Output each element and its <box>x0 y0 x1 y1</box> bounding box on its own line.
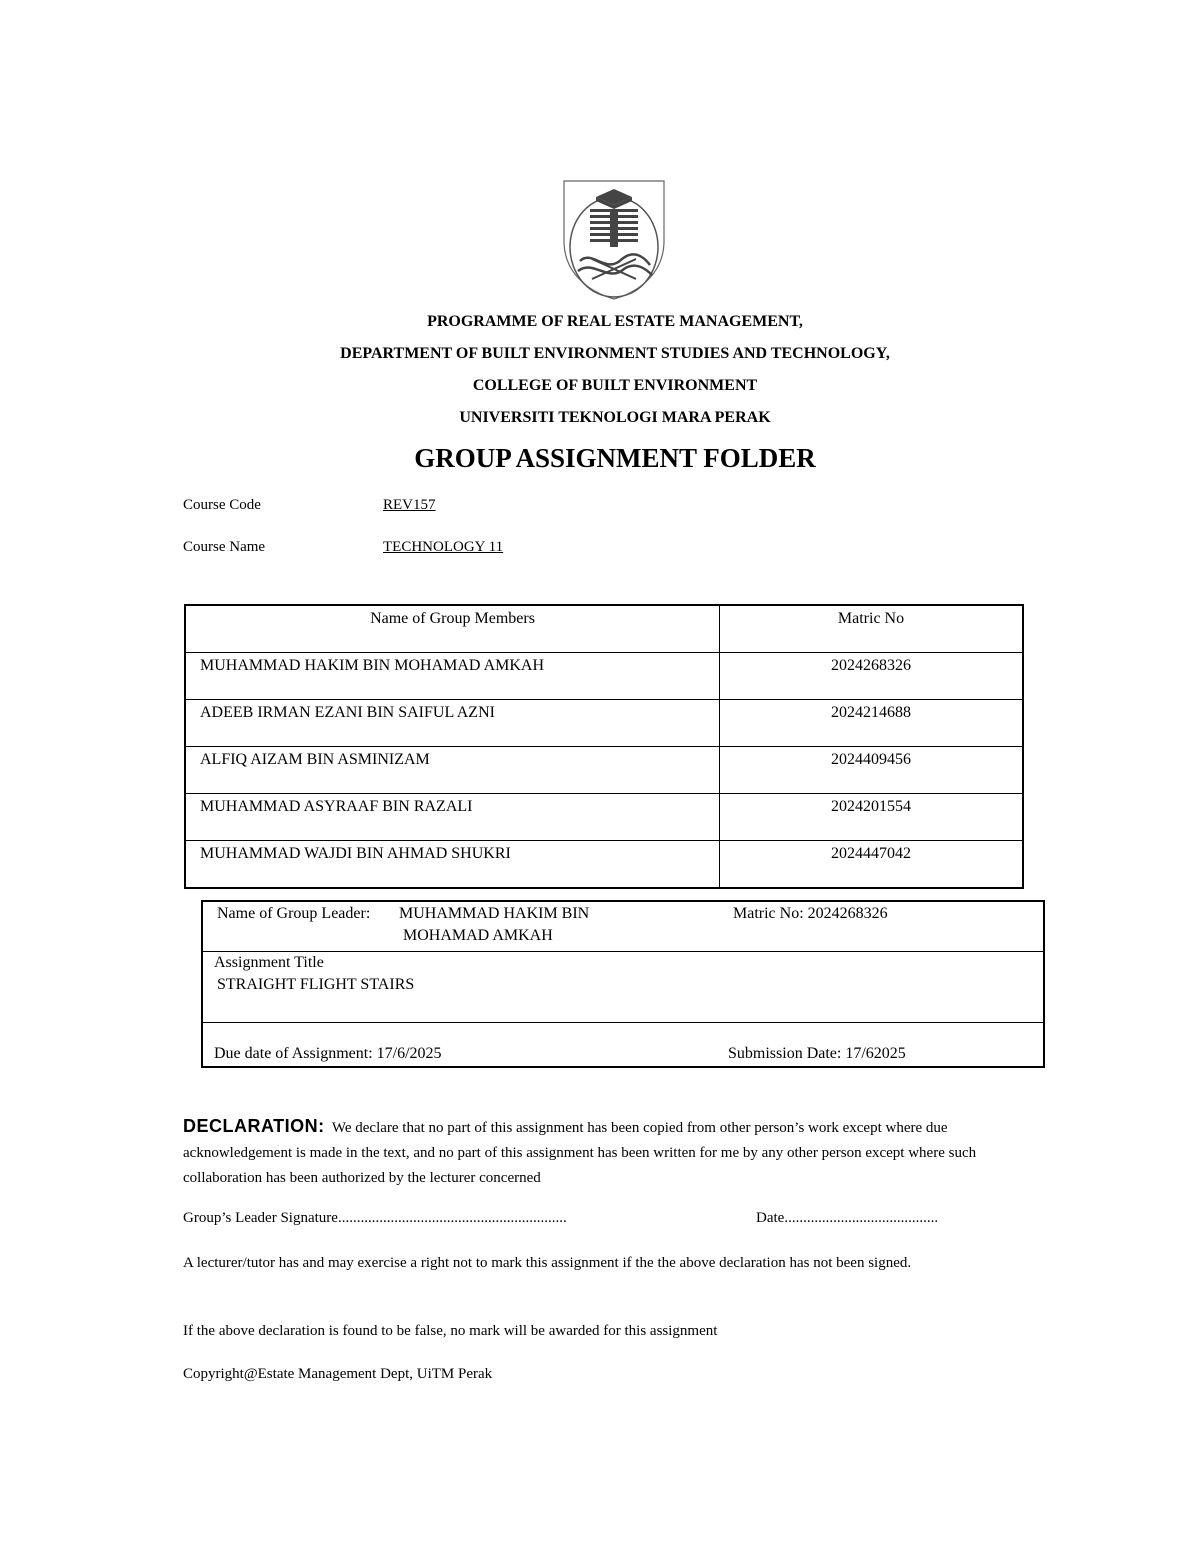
member-name: MUHAMMAD WAJDI BIN AHMAD SHUKRI <box>185 841 720 889</box>
declaration-text: We declare that no part of this assignment has been copied from other person’s work except where due acknowledgement is made in the text, and no part of this assignment has been written for me by any other person except where such collaboration has been authorized by the lecturer concerned <box>183 1120 977 1186</box>
declaration-heading: DECLARATION: <box>183 1116 325 1136</box>
course-code-value: REV157 <box>383 497 436 513</box>
table-row <box>185 747 1023 794</box>
leader-matric: Matric No: 2024268326 <box>733 905 888 922</box>
group-leader-box <box>201 900 1045 1068</box>
course-name-value: TECHNOLOGY 11 <box>383 539 504 555</box>
assignment-title-label: Assignment Title <box>214 954 324 971</box>
university-logo <box>562 179 666 301</box>
declaration-paragraph <box>183 1114 1053 1191</box>
leader-name-line1: MUHAMMAD HAKIM BIN <box>399 905 590 922</box>
page-title: GROUP ASSIGNMENT FOLDER <box>414 443 816 473</box>
member-name: ADEEB IRMAN EZANI BIN SAIFUL AZNI <box>185 700 720 747</box>
column-header-name: Name of Group Members <box>185 605 720 653</box>
table-header-row <box>185 605 1023 653</box>
member-name: MUHAMMAD HAKIM BIN MOHAMAD AMKAH <box>185 653 720 700</box>
due-date: Due date of Assignment: 17/6/2025 <box>214 1045 442 1062</box>
department-heading: DEPARTMENT OF BUILT ENVIRONMENT STUDIES AND TECHNOLOGY, <box>340 345 890 362</box>
copyright-text: Copyright@Estate Management Dept, UiTM Perak <box>183 1366 493 1382</box>
table-row <box>185 794 1023 841</box>
member-matric: 2024201554 <box>720 794 1024 841</box>
leader-name-line2: MOHAMAD AMKAH <box>403 927 553 944</box>
member-matric: 2024214688 <box>720 700 1024 747</box>
false-declaration-note: If the above declaration is found to be false, no mark will be awarded for this assignment <box>183 1323 718 1339</box>
programme-heading: PROGRAMME OF REAL ESTATE MANAGEMENT, <box>427 313 803 330</box>
course-name-label: Course Name <box>183 539 266 555</box>
table-row <box>185 841 1023 889</box>
member-name: MUHAMMAD ASYRAAF BIN RAZALI <box>185 794 720 841</box>
member-matric: 2024409456 <box>720 747 1024 794</box>
member-matric: 2024447042 <box>720 841 1024 889</box>
group-members-table <box>184 604 1024 889</box>
table-row <box>185 653 1023 700</box>
assignment-title-row <box>203 952 1043 1023</box>
leader-name-label: Name of Group Leader: <box>217 905 371 922</box>
marking-note: A lecturer/tutor has and may exercise a right not to mark this assignment if the the above declaration has not been signed. <box>183 1255 912 1271</box>
member-name: ALFIQ AIZAM BIN ASMINIZAM <box>185 747 720 794</box>
member-matric: 2024268326 <box>720 653 1024 700</box>
submission-date: Submission Date: 17/62025 <box>728 1045 906 1062</box>
university-heading: UNIVERSITI TEKNOLOGI MARA PERAK <box>459 409 771 426</box>
column-header-matric: Matric No <box>720 605 1024 653</box>
leader-row <box>203 902 1043 952</box>
assignment-title-value: STRAIGHT FLIGHT STAIRS <box>217 976 415 993</box>
date-line: Date......................................... <box>756 1210 939 1226</box>
college-heading: COLLEGE OF BUILT ENVIRONMENT <box>472 377 758 394</box>
table-row <box>185 700 1023 747</box>
signature-line: Group’s Leader Signature............................................................. <box>183 1210 567 1226</box>
course-code-label: Course Code <box>183 497 261 513</box>
